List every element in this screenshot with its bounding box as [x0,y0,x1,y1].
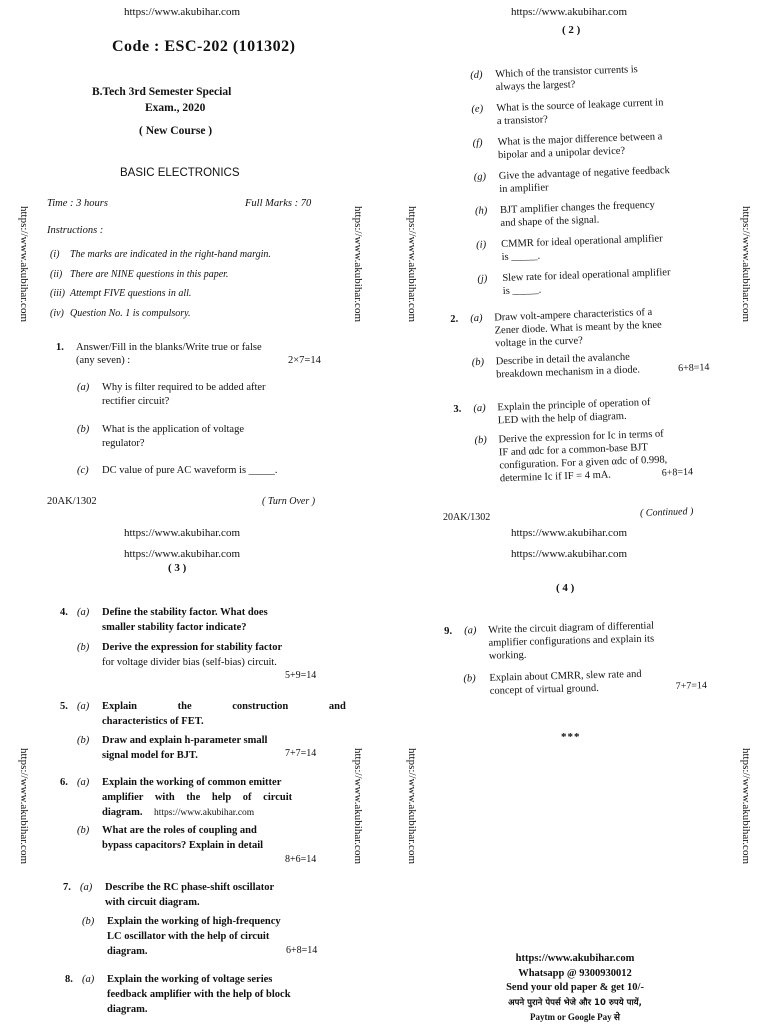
footer-code-p2: 20AK/1302 [443,512,491,523]
footer-code-p1: 20AK/1302 [47,496,97,507]
page-url: https://www.akubihar.com [124,6,240,18]
inline-url: https://www.akubihar.com [154,808,255,818]
instruction-item: (i) The marks are indicated in the right-hand margin. [50,249,271,260]
instructions-list [50,245,271,323]
page-url: https://www.akubihar.com [124,527,240,539]
promo-send-paper: Send your old paper & get 10/- [506,982,644,993]
promo-whatsapp: Whatsapp @ 9300930012 [518,967,632,979]
watermark-url: https://www.akubihar.com [352,206,364,322]
watermark-url: https://www.akubihar.com [406,206,418,322]
page-number-3: ( 3 ) [168,562,187,574]
full-marks: Full Marks : 70 [245,198,312,209]
watermark-url: https://www.akubihar.com [352,748,364,864]
promo-url: https://www.akubihar.com [515,953,635,964]
footer-continued: ( Continued ) [639,506,694,519]
instructions-title: Instructions : [47,225,104,236]
exam-time: Time : 3 hours [47,198,108,209]
course-title: ( New Course ) [139,125,213,137]
page-url: https://www.akubihar.com [511,548,627,560]
page2-item-list: (d) Which of the transistor currents is always the largest? (e) What is the source of leakage current in a transistor? (f) What is the major difference between a bipolar and a unipolar device? (g) Give the advantage of negative feedback in amplifier (h) BJT amplifier changes the frequency and shape of the signal. (i) CMMR for ideal operational amplifier is _____. (j) Slew rate for ideal operational amplifier is _____. [470,64,671,297]
watermark-url: https://www.akubihar.com [740,748,752,864]
instruction-item: (ii) There are NINE questions in this paper. [50,268,229,280]
watermark-url: https://www.akubihar.com [740,206,752,322]
promo-payment: Paytm or Google Pay से [530,1012,620,1022]
subject-title: BASIC ELECTRONICS [120,167,240,179]
watermark-url: https://www.akubihar.com [18,748,30,864]
watermark-url: https://www.akubihar.com [18,206,30,322]
watermark-url: https://www.akubihar.com [406,748,418,864]
promo-block [500,952,650,1025]
page-url: https://www.akubihar.com [511,527,627,539]
footer-turn-over: ( Turn Over ) [262,496,316,507]
page-number-2: ( 2 ) [562,24,581,36]
page-url: https://www.akubihar.com [511,6,627,18]
paper-code: Code : ESC-202 (101302) [112,38,296,55]
end-stars: *** [561,731,581,743]
promo-hindi: अपने पुराने पेपर्स भेजे और 10 रुपये पायें, [508,997,642,1008]
exam-title: Exam., 2020 [145,102,206,114]
page2-questions: 2. (a) Draw volt-ampere characteristics of a Zener diode. What is meant by the knee voltage in the curve? (b) Describe in detail the avalanche breakdown mechanism in a diode. 6+8=14 3. (a) Explain the principle of operation of LED with the help of diagram. (b) Derive the expression for Ic in terms of IF and αdc for a common-base BJT configuration. For a given αdc of 0.998, determine Ic if IF = 4 mA. 6+8=14 [450,306,710,485]
instruction-item: (iv) Question No. 1 is compulsory. [50,307,191,319]
instruction-item: (iii) Attempt FIVE questions in all. [50,288,192,299]
page-url: https://www.akubihar.com [124,548,240,560]
page-number-4: ( 4 ) [556,582,575,594]
program-title: B.Tech 3rd Semester Special [92,86,232,98]
page4-questions: 9. (a) Write the circuit diagram of differential amplifier configurations and explain its working. (b) Explain about CMRR, slew rate and concept of virtual ground. 7+7=14 [444,620,708,697]
